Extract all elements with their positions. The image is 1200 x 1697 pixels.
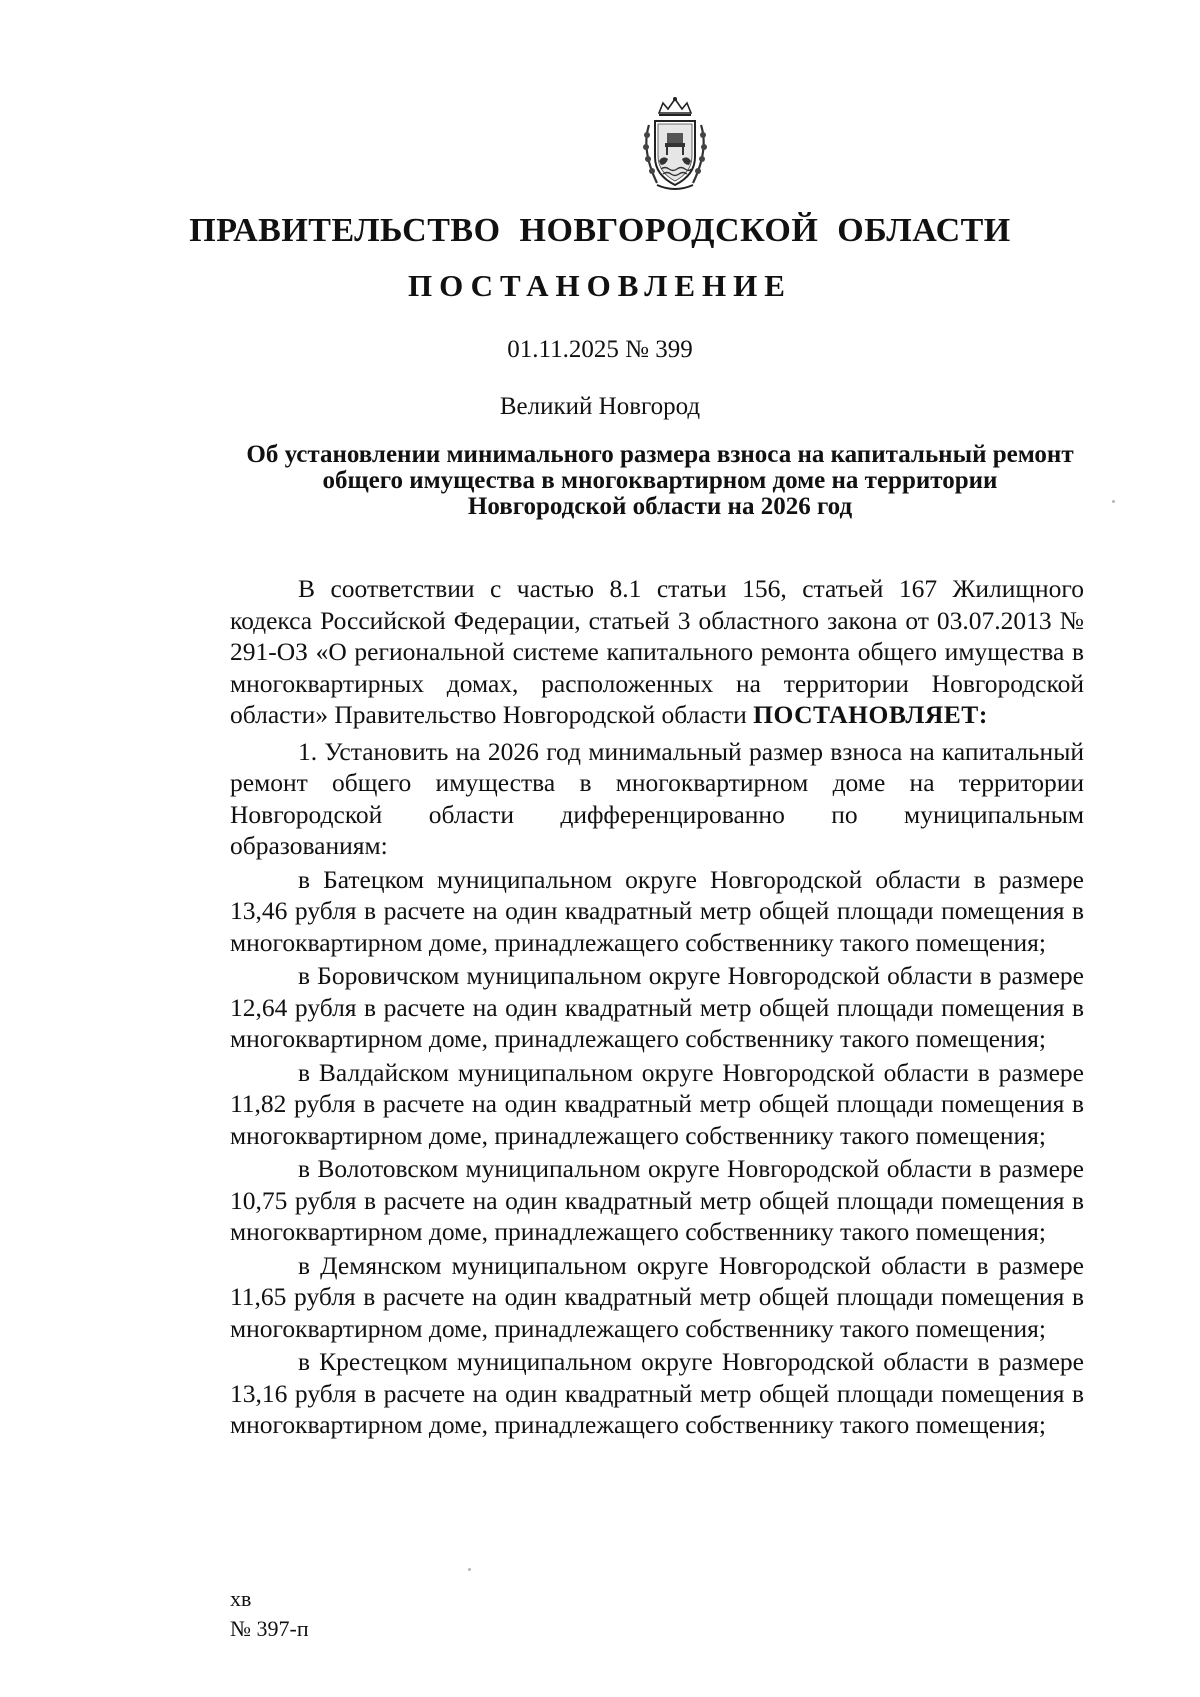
- district-paragraph: в Батецком муниципальном округе Новгородской области в размере 13,46 рубля в расчете на один квадратный метр общей площади помещения в многоквартирном доме, принадлежащего собственнику такого помещения;: [230, 864, 1084, 957]
- district-paragraph: в Волотовском муниципальном округе Новгородской области в размере 10,75 рубля в расчете на один квадратный метр общей площади помещения в многоквартирном доме, принадлежащего собственнику такого помещения;: [230, 1154, 1084, 1246]
- scan-speck: [468, 1568, 471, 1571]
- document-city: Великий Новгород: [499, 393, 701, 420]
- document-date-number: 01.11.2025 № 399: [507, 336, 693, 363]
- novgorod-coat-of-arms-icon: [635, 95, 715, 195]
- preamble-text: В соответствии с частью 8.1 статьи 156, статьей 167 Жилищного кодекса Российской Федерации, статьей 3 областного закона от 03.07.2013 № 291-ОЗ «О региональной системе капитального ремонта общего имущества в многоквартирных домах, расположенных на территории Новгородской области» Правительство Новгородской области: [230, 574, 1084, 729]
- district-paragraph: в Валдайском муниципальном округе Новгородской области в размере 11,82 рубля в расчете на один квадратный метр общей площади помещения в многоквартирном доме, принадлежащего собственнику такого помещения;: [230, 1057, 1084, 1150]
- document-type: ПОСТАНОВЛЕНИЕ: [408, 268, 792, 303]
- organization-title: ПРАВИТЕЛЬСТВО НОВГОРОДСКОЙ ОБЛАСТИ: [189, 212, 1011, 249]
- subject-line: общего имущества в многоквартирном доме на территории: [322, 467, 998, 494]
- footer-initials: хв: [230, 1586, 252, 1611]
- footer-internal-number: № 397-п: [230, 1616, 309, 1641]
- district-paragraph: в Крестецком муниципальном округе Новгородской области в размере 13,16 рубля в расчете на один квадратный метр общей площади помещения в многоквартирном доме, принадлежащего собственнику такого помещения;: [230, 1347, 1084, 1439]
- preamble-paragraph: [230, 573, 1084, 731]
- scan-speck: [1112, 500, 1115, 503]
- document-footer: [230, 1584, 309, 1644]
- clause-1-paragraph: 1. Установить на 2026 год минимальный размер взноса на капитальный ремонт общего имущества в многоквартирном доме на территории Новгородской области дифференцированно по муниципальным образованиям:: [230, 736, 1084, 860]
- decree-word: ПОСТАНОВЛЯЕТ:: [753, 700, 988, 729]
- district-paragraph: в Демянском муниципальном округе Новгородской области в размере 11,65 рубля в расчете на один квадратный метр общей площади помещения в многоквартирном доме, принадлежащего собственнику такого помещения;: [230, 1250, 1084, 1343]
- district-paragraph: в Боровичском муниципальном округе Новгородской области в размере 12,64 рубля в расчете на один квадратный метр общей площади помещения в многоквартирном доме, принадлежащего собственнику такого помещения;: [230, 961, 1084, 1053]
- document-subject: [220, 442, 1100, 520]
- subject-line: Об установлении минимального размера взноса на капитальный ремонт: [246, 441, 1074, 468]
- subject-line: Новгородской области на 2026 год: [467, 493, 853, 520]
- document-body: [230, 573, 1084, 1443]
